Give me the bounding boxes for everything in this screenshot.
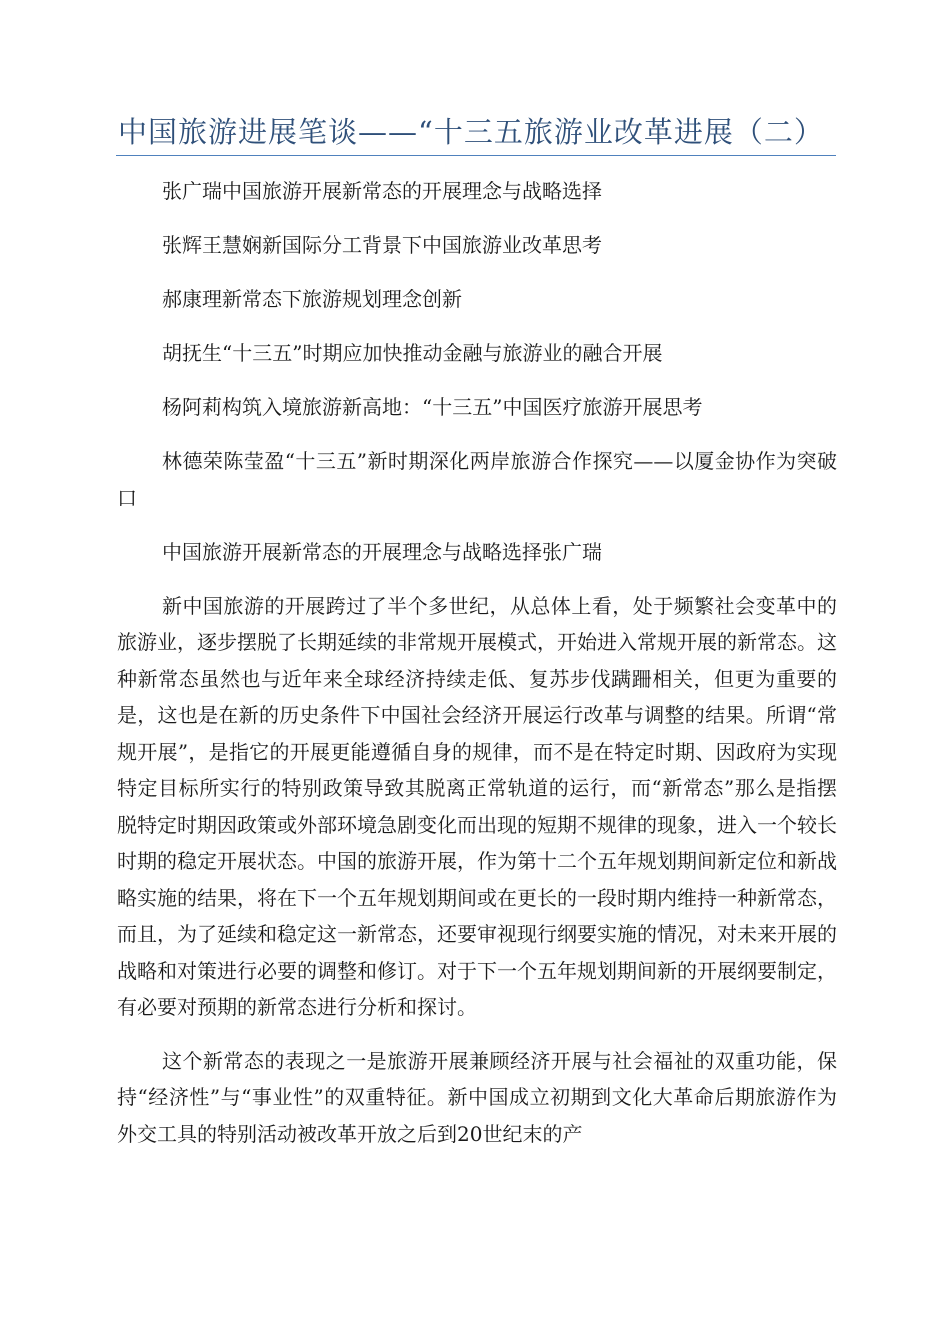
body-paragraph: 新中国旅游的开展跨过了半个多世纪，从总体上看，处于频繁社会变革中的旅游业，逐步摆脱了长期延续的非常规开展模式，开始进入常规开展的新常态。这种新常态虽然也与近年来全球经济持续走低、复苏步伐蹒跚相关，但更为重要的是，这也是在新的历史条件下中国社会经济开展运行改革与调整的结果。所谓“常规开展”，是指它的开展更能遵循自身的规律，而不是在特定时期、因政府为实现特定目标所实行的特别政策导致其脱离正常轨道的运行，而“新常态”那么是指摆脱特定时期因政策或外部环境急剧变化而出现的短期不规律的现象，进入一个较长时期的稳定开展状态。中国的旅游开展，作为第十二个五年规划期间新定位和新战略实施的结果，将在下一个五年规划期间或在更长的一段时期内维持一种新常态，而且，为了延续和稳定这一新常态，还要审视现行纲要实施的情况，对未来开展的战略和对策进行必要的调整和修订。对于下一个五年规划期间新的开展纲要制定，有必要对预期的新常态进行分析和探讨。 (117, 593, 837, 1019)
toc-item: 郝康理新常态下旅游规划理念创新 (162, 287, 462, 311)
body-paragraph: 这个新常态的表现之一是旅游开展兼顾经济开展与社会福祉的双重功能，保持“经济性”与“事业性”的双重特征。新中国成立初期到文化大革命后期旅游作为外交工具的特别活动被改革开放之后到20世纪末的产 (117, 1048, 837, 1146)
title-underline (116, 155, 836, 156)
document-title: 中国旅游进展笔谈——“十三五旅游业改革进展（二） (118, 115, 824, 149)
toc-item: 林德荣陈莹盈“十三五”新时期深化两岸旅游合作探究——以厦金协作为突破口 (117, 449, 837, 510)
toc-item: 张辉王慧娴新国际分工背景下中国旅游业改革思考 (162, 233, 602, 257)
toc-item: 杨阿莉构筑入境旅游新高地：“十三五”中国医疗旅游开展思考 (162, 395, 703, 419)
article-heading: 中国旅游开展新常态的开展理念与战略选择张广瑞 (162, 539, 602, 564)
document-body (117, 173, 837, 1169)
toc-item: 胡抚生“十三五”时期应加快推动金融与旅游业的融合开展 (162, 341, 663, 365)
toc-item: 张广瑞中国旅游开展新常态的开展理念与战略选择 (162, 179, 602, 203)
